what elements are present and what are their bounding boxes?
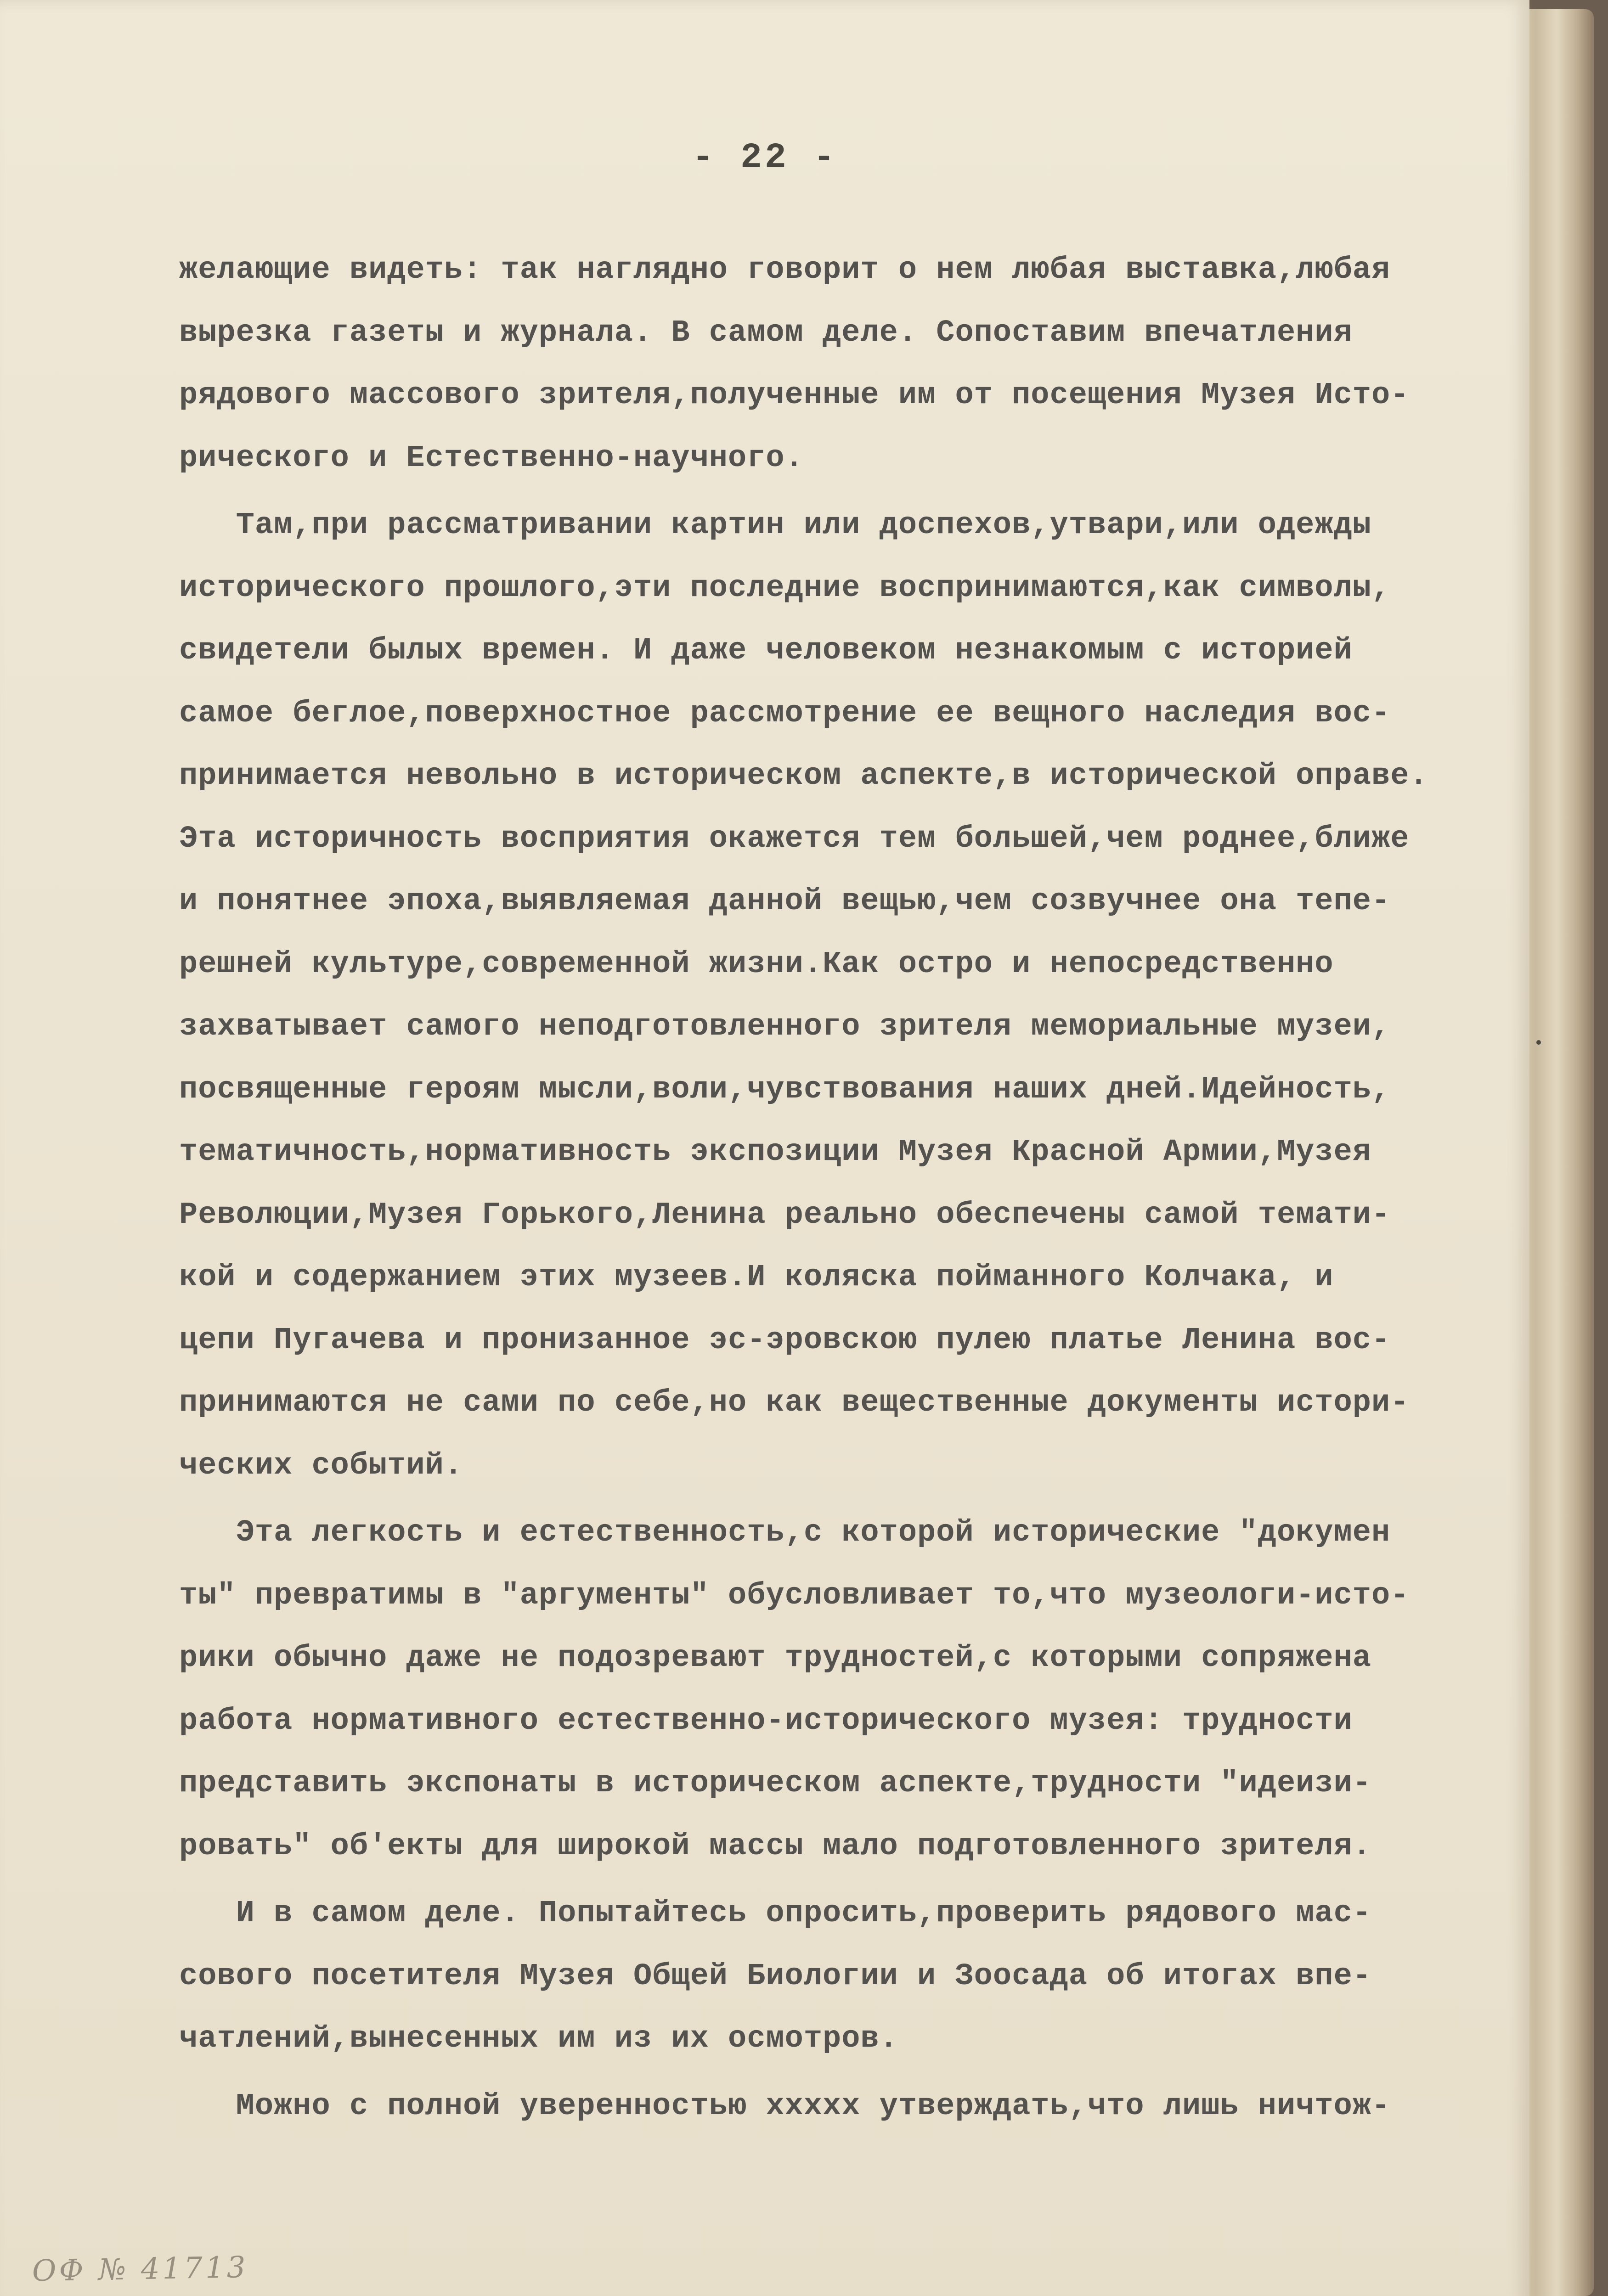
text-line: решней культуре,современной жизни.Как остро и непосредственно	[179, 946, 1334, 982]
archive-stamp: ОФ № 41713	[32, 2250, 249, 2289]
text-line: рического и Естественно-научного.	[179, 440, 804, 476]
text-line: кой и содержанием этих музеев.И коляска пойманного Колчака, и	[179, 1260, 1334, 1295]
text-line: ровать" об'екты для широкой массы мало подготовленного зрителя.	[179, 1829, 1372, 1864]
paragraph-gap	[179, 1497, 1511, 1502]
paragraph-gap	[179, 2071, 1511, 2075]
text-line: И в самом деле. Попытайтесь опросить,проверить рядового мас-	[179, 1896, 1372, 1931]
text-line: принимается невольно в историческом аспекте,в исторической оправе.	[179, 759, 1428, 793]
paragraph-gap	[179, 490, 1511, 494]
paragraph-gap	[179, 1878, 1511, 1882]
text-line: рядового массового зрителя,полученные им от посещения Музея Исто-	[179, 378, 1410, 413]
text-line: Революции,Музея Горького,Ленина реально обеспечены самой темати-	[179, 1197, 1391, 1232]
body-text	[179, 239, 1511, 2138]
text-line: захватывает самого неподготовленного зрителя мемориальные музеи,	[179, 1009, 1391, 1044]
text-line: представить экспонаты в историческом аспекте,трудности "идеизи-	[179, 1766, 1372, 1801]
text-line: вырезка газеты и журнала. В самом деле. Сопоставим впечатления	[179, 315, 1353, 350]
text-line: посвященные героям мысли,воли,чувствования наших дней.Идейность,	[179, 1072, 1391, 1107]
text-line: Можно с полной уверенностью xxxxx утверждать,что лишь ничтож-	[179, 2088, 1391, 2124]
text-line: тематичность,нормативность экспозиции Музея Красной Армии,Музея	[179, 1135, 1372, 1170]
text-line: Эта историчность восприятия окажется тем большей,чем роднее,ближе	[179, 821, 1410, 856]
text-line: самое беглое,поверхностное рассмотрение ее вещного наследия вос-	[179, 696, 1391, 731]
text-line: Эта легкость и естественность,с которой исторические "докумен	[179, 1515, 1391, 1550]
text-line: желающие видеть: так наглядно говорит о нем любая выставка,любая	[179, 253, 1391, 287]
text-line: цепи Пугачева и пронизанное эс-эровскою пулею платье Ленина вос-	[179, 1322, 1391, 1358]
text-line: работа нормативного естественно-исторического музея: трудности	[179, 1703, 1353, 1739]
text-line: ческих событий.	[179, 1448, 463, 1483]
text-line: сового посетителя Музея Общей Биологии и Зоосада об итогах впе-	[179, 1958, 1372, 1994]
page-number: - 22 -	[692, 138, 838, 178]
text-line: Там,при рассматривании картин или доспехов,утвари,или одежды	[179, 508, 1372, 543]
ink-dot	[1536, 1040, 1541, 1045]
text-line: принимаются не сами по себе,но как вещественные документы истори-	[179, 1385, 1410, 1420]
text-line: чатлений,вынесенных им из их осмотров.	[179, 2021, 898, 2056]
text-line: ты" превратимы в "аргументы" обусловливает то,что музеологи-исто-	[179, 1578, 1410, 1613]
text-line: свидетели былых времен. И даже человеком незнакомым с историей	[179, 633, 1353, 668]
text-line: рики обычно даже не подозревают трудностей,с которыми сопряжена	[179, 1641, 1372, 1676]
text-line: и понятнее эпоха,выявляемая данной вещью,чем созвучнее она тепе-	[179, 884, 1391, 919]
text-line: исторического прошлого,эти последние воспринимаются,как символы,	[179, 570, 1391, 606]
